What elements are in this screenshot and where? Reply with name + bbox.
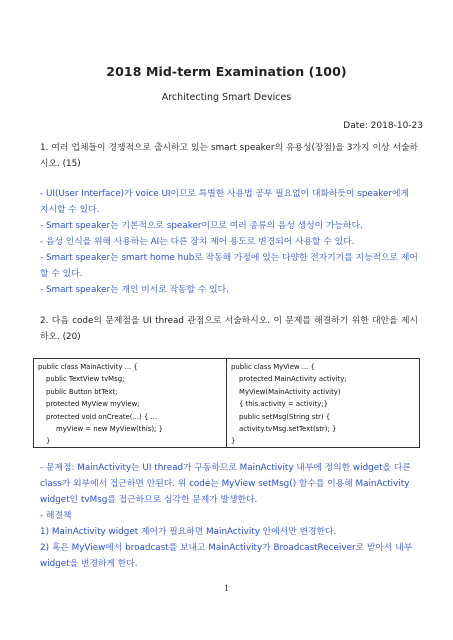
- question-2: 2. 다음 code의 문제점을 UI thread 관점으로 서술하시오. 이 문제를 해결하기 위한 대안을 제시하오. (20): [40, 316, 418, 342]
- question-1: 1. 여러 업체들이 경쟁적으로 출시하고 있는 smart speaker의 유용성(장점)을 3가지 이상 서술하시오. (15): [40, 143, 418, 169]
- code-line: public setMsg(String str) {: [239, 412, 331, 421]
- code-line: protected void onCreate(...) { ...: [46, 412, 158, 421]
- code-line: myView = new MyView(this); }: [56, 425, 163, 434]
- code-line: public Button btText;: [46, 387, 118, 396]
- code-line: public TextView tvMsg;: [46, 375, 125, 384]
- answer-1: [40, 186, 418, 298]
- code-line: MyView(MainActivity activity): [239, 387, 341, 396]
- page-number: 1: [223, 584, 230, 593]
- answer-2-item: - 해결책: [40, 511, 72, 521]
- answer-1-item: - Smart speaker는 smart home hub로 작동해 가정에 있는 다양한 전자기기를 지능적으로 제어할 수 있다.: [40, 253, 418, 279]
- code-line: public class MyView ... {: [231, 363, 315, 371]
- answer-1-item: - UI(User Interface)가 voice UI이므로 특별한 사용법 공부 필요없이 대화하듯이 speaker에게 지시할 수 있다.: [40, 189, 410, 215]
- code-line: { this.activity = activity;}: [239, 400, 328, 409]
- exam-date: Date: 2018-10-23: [343, 121, 423, 131]
- code-line: protected MainActivity activity;: [239, 375, 347, 384]
- code-line: activity.tvMsg.setText(str); }: [239, 425, 337, 434]
- answer-2-item: 2) 혹은 MyView에서 broadcast를 보내고 MainActivity가 BroadcastReceiver로 받아서 내부 widget을 변경하게 한다.: [40, 543, 413, 569]
- code-main-activity: [34, 359, 226, 447]
- answer-2: [40, 460, 418, 572]
- page-subtitle: Architecting Smart Devices: [161, 92, 292, 103]
- answer-1-item: - Smart speaker는 개인 비서로 작동할 수 있다.: [40, 285, 229, 295]
- answer-1-item: - 음성 인식을 위해 사용하는 AI는 다른 장치 제어 용도로 변경되어 사용할 수 있다.: [40, 237, 355, 247]
- code-line: }: [46, 437, 51, 446]
- page-title: 2018 Mid-term Examination (100): [106, 64, 347, 79]
- code-line: protected MyView myView;: [46, 400, 140, 409]
- answer-2-item: 1) MainActivity widget 제어가 필요하면 MainActivity 안에서만 변경한다.: [40, 527, 337, 537]
- answer-1-item: - Smart speaker는 기본적으로 speaker이므로 여러 종류의 음성 생성이 가능하다.: [40, 221, 363, 231]
- code-line: public class MainActivity ... {: [38, 363, 138, 371]
- code-line: }: [231, 437, 236, 446]
- code-table: [33, 358, 420, 448]
- answer-2-item: - 문제점: MainActivity는 UI thread가 구동하므로 MainActivity 내부에 정의한 widget을 다른 class가 외부에서 접근하면 안된다. 위 code는 MyView setMsg() 함수를 이용해 MainActivity widget인 tvMsg를 접근하므로 심각한 문제가 발생한다.: [40, 463, 411, 505]
- code-my-view: [226, 359, 419, 447]
